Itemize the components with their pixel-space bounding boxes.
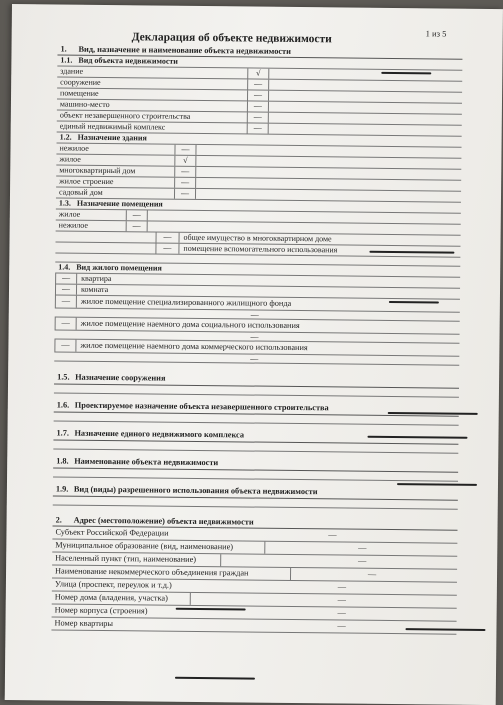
row-label: 1. Вид, назначение и наименование объекта недвижимости (60, 44, 291, 56)
mark-cell: — (250, 354, 259, 364)
row-label: Улица (проспект, переулок и т.д.) (54, 579, 172, 590)
row-label: объект незавершенного строительства (59, 110, 191, 121)
row-label: жилое (58, 209, 81, 219)
mark-cell: — (54, 339, 76, 351)
section-number: 1.8. (56, 456, 69, 466)
row-label: многоквартирный дом (59, 165, 136, 176)
row-label: Населенный пункт (тип, наименование) (55, 553, 197, 564)
mark-cell: — (155, 244, 179, 254)
declaration-form (51, 44, 462, 634)
row-label: общее имущество в многоквартирном доме (183, 232, 332, 244)
mark-cell: — (367, 569, 377, 579)
row-label: нежилое (58, 220, 89, 230)
row-label: 1.9. Вид (виды) разрешенного использования объекта недвижимости (55, 484, 318, 497)
row-label: Номер квартиры (54, 618, 114, 629)
mark-cell (220, 554, 222, 566)
row-label: сооружение (60, 77, 101, 87)
section-number: 2. (55, 515, 62, 525)
row-label: жилое помещение наемного дома коммерческого использования (80, 340, 308, 353)
mark-cell: — (357, 556, 367, 566)
document-page (5, 4, 503, 705)
row-label: 1.3. Назначение помещения (58, 198, 163, 209)
mark-cell: — (328, 530, 337, 540)
row-label: 1.4. Вид жилого помещения (58, 262, 162, 273)
mark-cell: — (250, 332, 259, 342)
page-number: 1 из 5 (425, 28, 447, 39)
mark-cell: — (337, 608, 346, 618)
row-label: жилое помещение специализированного жилищного фонда (80, 296, 292, 308)
row-label: 2. Адрес (местоположение) объекта недвижимости (55, 515, 254, 527)
mark-cell: — (174, 178, 196, 188)
mark-cell: — (247, 123, 269, 133)
mark-cell: — (250, 310, 259, 320)
section-number: 1.1. (60, 55, 73, 65)
section-number: 1.4. (58, 262, 71, 272)
section-number: 1.3. (58, 198, 71, 208)
section-number: 1.6. (56, 400, 70, 410)
row-label: жилое строение (59, 176, 114, 187)
row-label: 1.1. Вид объекта недвижимости (60, 55, 178, 66)
mark-cell: — (55, 295, 77, 307)
row-label: помещение (60, 88, 99, 98)
row-label: Наименование некоммерческого объединения граждан (55, 566, 249, 578)
check-mark: √ (174, 156, 196, 166)
mark-cell: — (358, 543, 367, 553)
row-label: садовый дом (58, 187, 103, 197)
mark-cell: — (247, 79, 269, 89)
row-label: жилое помещение наемного дома социального использования (80, 318, 300, 331)
row-label: 1.7. Назначение единого недвижимого комплекса (56, 428, 245, 440)
row-label: помещение вспомогательного использования (183, 243, 338, 255)
document-title: Декларация об объекте недвижимости (131, 31, 332, 46)
mark-cell: — (247, 112, 269, 122)
section-number: 1.5. (57, 372, 70, 382)
row-label: Субъект Российской Федерации (55, 527, 169, 538)
mark-cell: — (337, 621, 346, 631)
ink-streak (175, 677, 255, 680)
row-label: машино-место (59, 99, 110, 110)
mark-cell: — (126, 210, 148, 220)
section-number: 1.2. (59, 132, 72, 142)
mark-cell: — (156, 233, 180, 243)
row-label: Номер корпуса (строения) (54, 605, 148, 616)
row-label: нежилое (59, 143, 89, 153)
section-number: 1.9. (55, 484, 69, 494)
row-label: здание (60, 66, 84, 76)
mark-cell: — (247, 90, 269, 100)
mark-cell: — (174, 167, 196, 177)
row-label: единый недвижимый комплекс (59, 121, 166, 132)
check-mark: √ (247, 68, 269, 78)
mark-cell (264, 542, 266, 554)
row-label: жилое (59, 154, 81, 164)
mark-cell: — (55, 273, 77, 283)
mark-cell: — (247, 101, 269, 111)
row-label: 1.6. Проектируемое назначение объекта незавершенного строительства (56, 400, 329, 413)
mark-cell (290, 568, 292, 580)
row-label: Номер дома (владения, участка) (54, 592, 168, 603)
section-number: 1. (60, 44, 67, 54)
mark-cell: — (126, 221, 148, 231)
row-label: Муниципальное образование (вид, наименование) (55, 540, 234, 552)
mark-cell: — (55, 317, 77, 329)
mark-cell: — (55, 284, 77, 294)
mark-cell: — (174, 145, 196, 155)
row-label: квартира (81, 273, 112, 284)
row-label: 1.5. Назначение сооружения (57, 372, 166, 383)
section-number: 1.7. (56, 428, 70, 438)
mark-cell: — (337, 582, 347, 592)
row-label: 1.8. Наименование объекта недвижимости (56, 456, 219, 468)
mark-cell: — (337, 595, 346, 605)
mark-cell: — (174, 189, 196, 199)
row-label: 1.2. Назначение здания (59, 132, 147, 143)
row-label: комната (80, 284, 109, 295)
mark-cell (190, 593, 192, 605)
